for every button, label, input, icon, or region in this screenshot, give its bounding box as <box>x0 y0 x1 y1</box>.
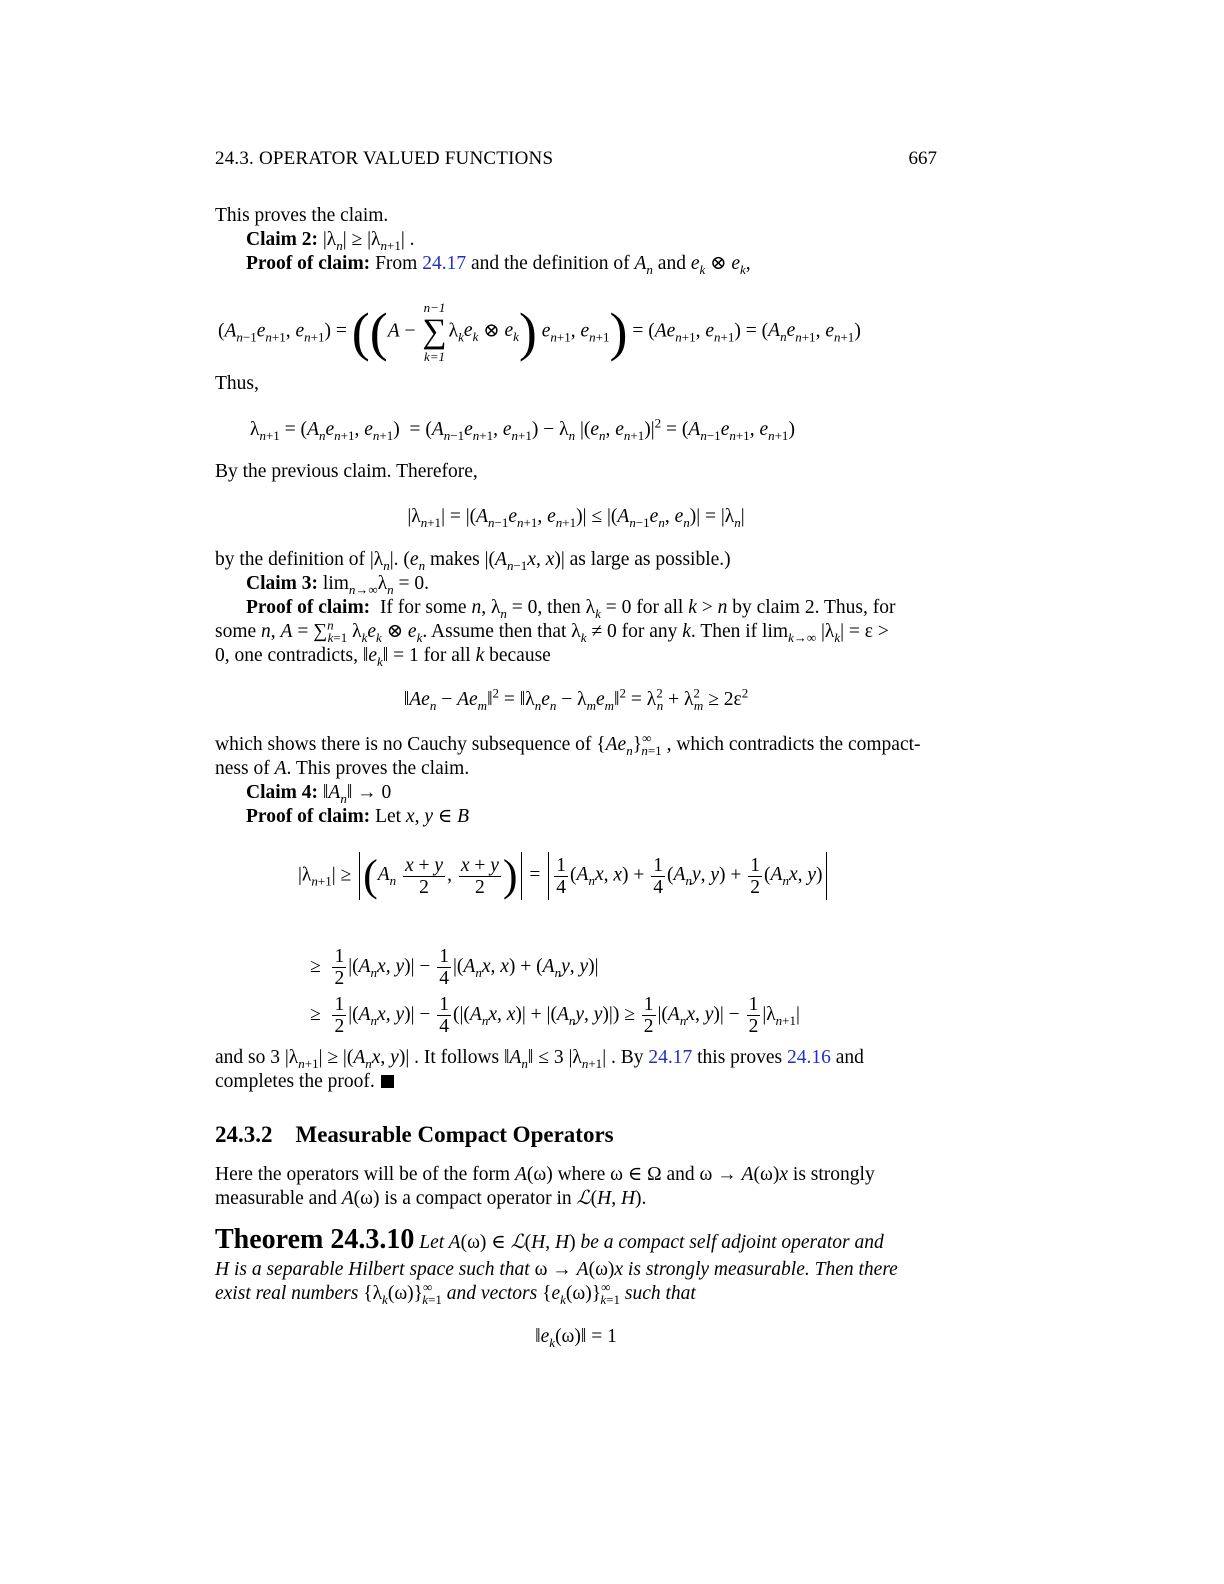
equation-1: ($A_{n-1}e_{n+1}$, $e_{n+1}) = ((A$ − n−1 ∑ k=1 $\lambda_ke_k$ ⊗ $e_k$) $e_{n+1}$, $e_{n+1}) = (Ae_{n+1}$, $e_{n+1}) = (A_ne_{n+1}$, $e_{n+1}$) <box>218 300 861 364</box>
text-line <box>215 1070 937 1094</box>
theorem-block: Theorem 24.3.10 Let A(ω) ∈ ℒ(H, H) be a compact self adjoint operator and <box>215 1224 884 1255</box>
equation-6: ≥ $\frac{1}{2}$ $|(A_nx$, y)| − $\frac{1}{4}$ $|(A_nx$, $x) + (A_ny$, y)| <box>310 946 599 989</box>
text-line: By the previous claim. Therefore, <box>215 461 478 482</box>
claim-label: Claim 4: <box>246 782 319 803</box>
theorem-line: H is a separable Hilbert space such that ω → A(ω)x is strongly measurable. Then there <box>215 1259 898 1280</box>
text-fragment: and <box>835 1047 864 1068</box>
section-title: Measurable Compact Operators <box>295 1122 614 1147</box>
claim-2 <box>246 228 937 252</box>
claim-3 <box>246 572 937 596</box>
text-fragment: and the definition of $A_n$ and $e_k$ ⊗ $e_k$, <box>470 253 751 277</box>
text-line: and so 3 $|\lambda_{n+1}| \ge |(A_nx$, y)| . It follows $‖A_n‖ \le 3$ $|\lambda_{n+1}|$ . By 24.17 this proves 24.16 and <box>215 1047 864 1071</box>
header-section-title: 24.3. OPERATOR VALUED FUNCTIONS <box>215 148 554 169</box>
proof-claim-3-line-2: some n, A = ∑$^n_{k=1}$ $\lambda_ke_k$ ⊗ $e_k$. Assume then that $\lambda_k \ne 0$ for any k. Then if $\lim_{k\to\infty} |\lambda_k| = \varepsilon$ > <box>215 617 889 645</box>
equation-7: ≥ $\frac{1}{2}$ $|(A_nx$, y)| − $\frac{1}{4}$ ($|(A_nx$, $x)| + |(A_ny$, y)|) ≥ $\frac{1}{2}$ $|(A_nx$, y)| − $\frac{1}{2}$ $|\lambda_{n+1}|$ <box>310 994 800 1037</box>
equation-3: $|\lambda_{n+1}| = |(A_{n-1}e_{n+1}$, $e_{n+1})| \le |(A_{n-1}e_n$, $e_n)| = |\lambda_n|$ <box>407 506 745 530</box>
proof-label: Proof of claim: <box>246 253 371 274</box>
proof-claim-4 <box>246 805 937 829</box>
text-fragment: this proves <box>697 1047 783 1068</box>
equation-ref-link[interactable]: 24.17 <box>422 253 467 274</box>
equation-ref-link[interactable]: 24.16 <box>787 1047 831 1068</box>
text-line: Here the operators will be of the form A(ω) where ω ∈ Ω and ω → A(ω)x is strongly <box>215 1164 875 1185</box>
text-line: by the definition of $|\lambda_n|$. ($e_n$ makes $|(A_{n-1}x$, x)| as large as possible.) <box>215 549 731 573</box>
equation-5: $|\lambda_{n+1}| \ge (A_n$ $\frac{x + y}{2}$ , $\frac{x + y}{2}$ ) = $\frac{1}{4}$ ($A_nx$, x) + $\frac{1}{4}$ ($A_ny$, y) + $\frac{1}{2}$ ($A_nx$, y) <box>298 852 830 900</box>
proof-label: Proof of claim: <box>246 806 371 827</box>
equation-theorem: $‖e_k(\omega)‖ = 1$ <box>535 1326 617 1350</box>
claim-label: Claim 2: <box>246 229 319 250</box>
proof-claim-3-line-1: Proof of claim: If for some n, $\lambda_n = 0$, then $\lambda_k = 0$ for all k > n by claim 2. Thus, for <box>246 597 896 621</box>
claim-statement: $|\lambda_n| \ge |\lambda_{n+1}|$ . <box>322 229 415 253</box>
qed-square-icon <box>381 1075 394 1088</box>
header-page-number: 667 <box>908 148 937 169</box>
theorem-line: exist real numbers $\{\lambda_k(\omega)\}^\infty_{k=1}$ and vectors $\{e_k(\omega)\}^\infty_{k=1}$ such that <box>215 1279 696 1307</box>
text-fragment: completes the proof. <box>215 1071 375 1092</box>
text-line: This proves the claim. <box>215 205 389 226</box>
claim-statement: $\lim_{n\to\infty}\lambda_n = 0$. <box>322 573 430 597</box>
proof-label: Proof of claim: <box>246 597 371 618</box>
text-line: which shows there is no Cauchy subsequence of $\{Ae_n\}^\infty_{n=1}$ , which contradicts the compact- <box>215 730 921 758</box>
equation-2: $\lambda_{n+1} = (A_ne_{n+1}$, $e_{n+1}) = (A_{n-1}e_{n+1}$, $e_{n+1}) - \lambda_n$ $|(e_n$, $e_{n+1})|^2 = (A_{n-1}e_{n+1}$, $e_{n+1}$) <box>250 415 795 443</box>
text-fragment: From <box>375 253 418 274</box>
claim-4 <box>246 781 937 805</box>
proof-claim-3-line-3: 0, one contradicts, $‖e_k‖ = 1$ for all k because <box>215 645 551 669</box>
theorem-label: Theorem 24.3.10 <box>215 1224 415 1255</box>
text-line: Thus, <box>215 373 259 394</box>
text-line: measurable and A(ω) is a compact operator in ℒ(H, H). <box>215 1188 647 1209</box>
section-heading <box>215 1122 614 1148</box>
claim-label: Claim 3: <box>246 573 319 594</box>
proof-claim-2 <box>246 252 937 276</box>
equation-4: $‖Ae_n$ − $Ae_m‖^2$ = $‖\lambda_ne_n$ − $\lambda_me_m‖^2 = \lambda^2_n + \lambda^2_m \ge 2\varepsilon^2$ <box>403 685 749 713</box>
text-line: ness of A. This proves the claim. <box>215 758 470 779</box>
equation-ref-link[interactable]: 24.17 <box>648 1047 693 1068</box>
claim-statement: $‖A_n‖ \to 0$ <box>322 782 392 806</box>
section-number: 24.3.2 <box>215 1122 273 1147</box>
text-fragment: Let x, y ∈ B <box>375 806 470 827</box>
